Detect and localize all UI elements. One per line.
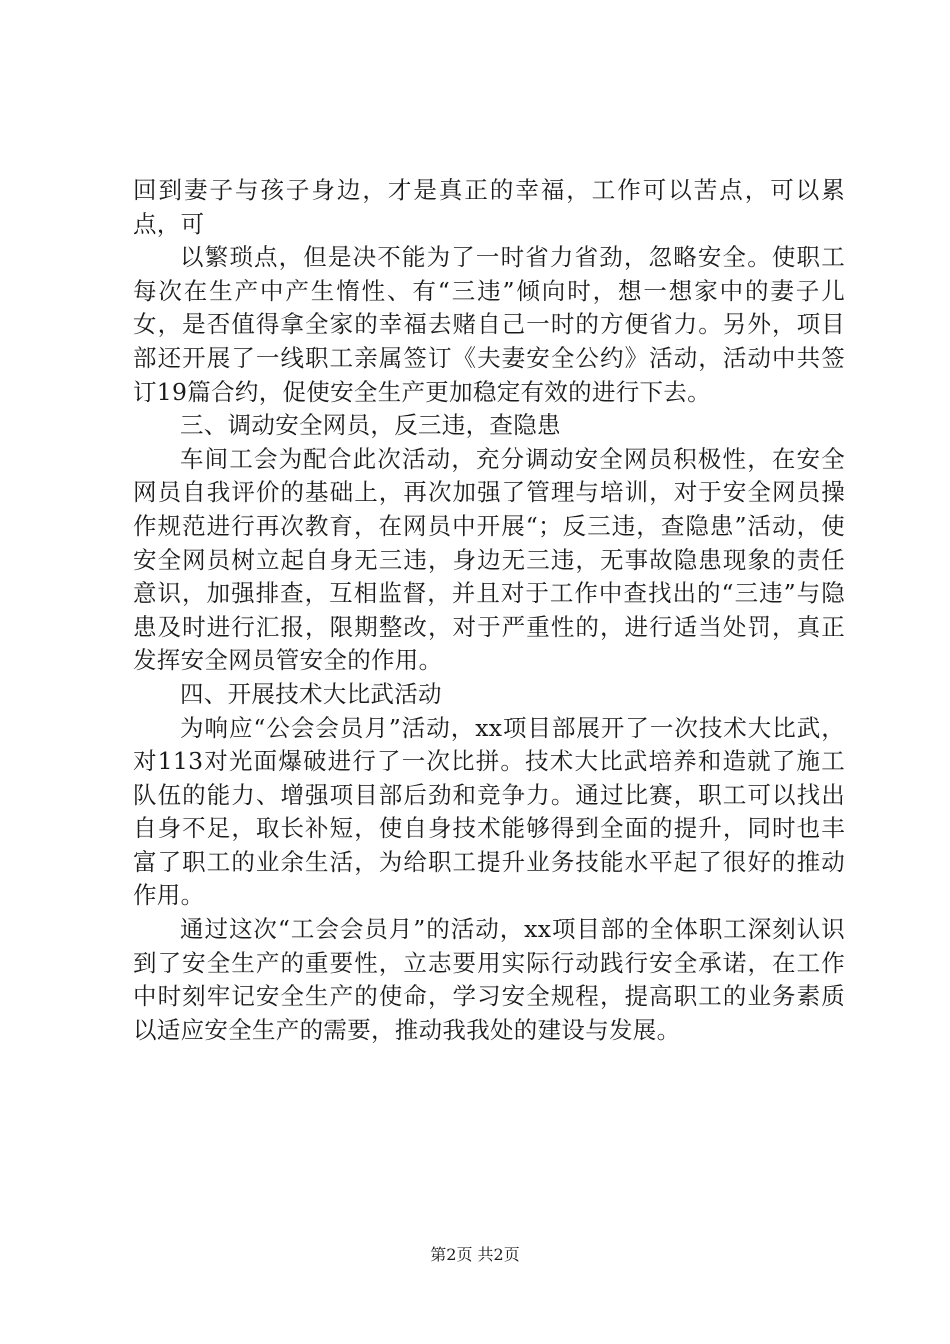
paragraph-conclusion: 通过这次“工会会员月”的活动，xx项目部的全体职工深刻认识到了安全生产的重要性，立志要用实际行动践行安全承诺，在工作中时刻牢记安全生产的使命，学习安全规程，提高职工的业务素质以适应安全生产的需要，推动我我处的建设与发展。 [133, 915, 845, 1044]
paragraph-safety-network: 车间工会为配合此次活动，充分调动安全网员积极性，在安全网员自我评价的基础上，再次加强了管理与培训，对于安全网员操作规范进行再次教育，在网员中开展“；反三违，查隐患”活动，使安全网员树立起自身无三违，身边无三违，无事故隐患现象的责任意识，加强排查，互相监督，并且对于工作中查找出的“三违”与隐患及时进行汇报，限期整改，对于严重性的，进行适当处罚，真正发挥安全网员管安全的作用。 [133, 444, 845, 675]
section-heading-three: 三、调动安全网员，反三违，查隐患 [180, 411, 561, 440]
paragraph-safety-reminder: 以繁琐点，但是决不能为了一时省力省劲，忽略安全。使职工每次在生产中产生惰性、有“三违”倾向时，想一想家中的妻子儿女，是否值得拿全家的幸福去赌自己一时的方便省力。另外，项目部还开展了一线职工亲属签订《夫妻安全公约》活动，活动中共签订19篇合约，促使安全生产更加稳定有效的进行下去。 [133, 243, 845, 406]
section-heading-four: 四、开展技术大比武活动 [180, 679, 442, 708]
document-body [133, 174, 845, 1047]
paragraph-skills-contest: 为响应“公会会员月”活动，xx项目部展开了一次技术大比武，对113对光面爆破进行了一次比拼。技术大比武培养和造就了施工队伍的能力、增强项目部后劲和竞争力。通过比赛，职工可以找出自身不足，取长补短，使自身技术能够得到全面的提升，同时也丰富了职工的业余生活，为给职工提升业务技能水平起了很好的推动作用。 [133, 713, 845, 910]
page-footer [0, 1245, 950, 1265]
page-number-label: 第2页 共2页 [430, 1245, 520, 1264]
paragraph-continuation: 回到妻子与孩子身边，才是真正的幸福，工作可以苦点，可以累点，可 [133, 176, 845, 238]
